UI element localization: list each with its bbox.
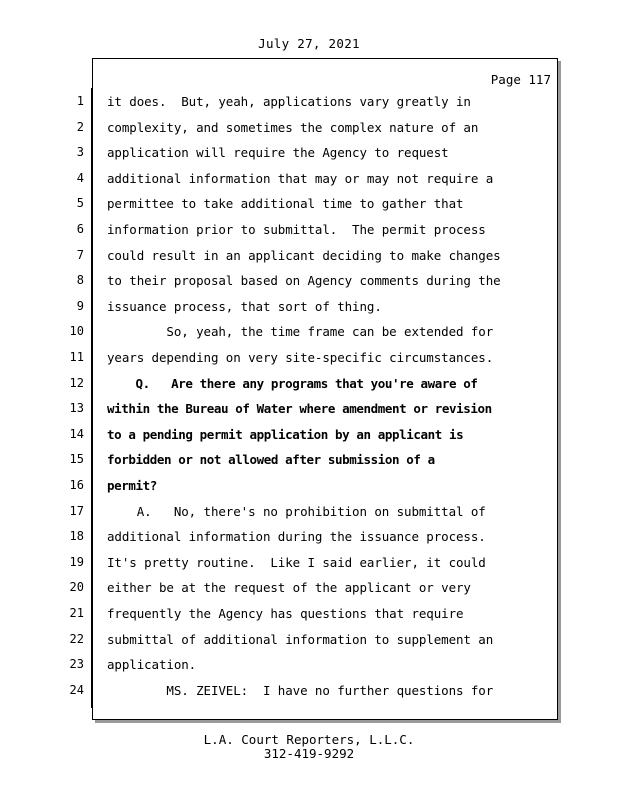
line-number: 24 [69,682,84,697]
line-text: years depending on very site-specific circumstances. [107,350,494,365]
line-text: information prior to submittal. The permit process [107,222,486,237]
transcript-line [0,346,618,372]
line-text: within the Bureau of Water where amendment or revision [107,401,492,417]
line-text: submittal of additional information to supplement an [107,631,494,647]
line-number: 17 [69,503,84,518]
reporter-footer [0,733,618,761]
transcript-line [0,141,618,167]
transcript-line [0,525,618,551]
transcript-line [0,602,618,628]
line-text: MS. ZEIVEL: I have no further questions for [107,682,494,698]
line-text: application. [107,657,197,673]
line-number: 14 [69,426,84,441]
line-text: permittee to take additional time to gather that [107,196,464,212]
line-number: 19 [69,554,84,569]
line-text: to their proposal based on Agency comments during the [107,273,501,289]
line-number: 15 [69,452,84,467]
line-text: So, yeah, the time frame can be extended for [107,324,494,340]
transcript-line [0,218,618,244]
line-text: A. No, there's no prohibition on submittal of [107,503,486,519]
transcript-line [0,500,618,526]
transcript-line [0,397,618,423]
line-number: 10 [69,324,84,339]
line-text: forbidden or not allowed after submission of a [107,452,435,468]
line-number: 12 [69,375,84,390]
line-text: issuance process, that sort of thing. [107,298,382,314]
line-number: 7 [76,247,84,262]
line-number: 9 [76,298,84,313]
transcript-line [0,576,618,602]
line-number: 5 [76,196,84,211]
line-number: 6 [76,222,84,236]
line-number: 8 [76,273,84,288]
transcript-date-header: July 27, 2021 [258,36,360,51]
line-text: application will require the Agency to request [107,145,449,161]
line-number: 20 [69,580,84,595]
transcript-line [0,653,618,679]
line-text: frequently the Agency has questions that require [107,606,464,621]
transcript-line [0,295,618,321]
line-number: 22 [69,631,84,646]
transcript-line [0,192,618,218]
transcript-line [0,448,618,474]
line-number: 3 [76,145,84,160]
transcript-line [0,167,618,193]
line-text: additional information during the issuance process. [107,529,486,545]
line-number: 16 [69,478,84,492]
line-text: could result in an applicant deciding to make changes [107,247,501,263]
line-text: it does. But, yeah, applications vary greatly in [107,94,471,109]
transcript-line [0,423,618,449]
reporter-company: L.A. Court Reporters, L.L.C. [203,732,415,747]
transcript-line [0,90,618,116]
line-text: to a pending permit application by an applicant is [107,426,464,442]
transcript-line [0,474,618,500]
line-text: complexity, and sometimes the complex nature of an [107,119,479,135]
transcript-line [0,320,618,346]
line-number: 18 [69,529,84,544]
transcript-line [0,628,618,654]
line-text: permit? [107,478,157,493]
line-text: It's pretty routine. Like I said earlier, it could [107,554,486,570]
reporter-phone: 312-419-9292 [263,746,355,761]
line-number: 1 [76,94,84,108]
page-number-label: Page 117 [490,72,551,87]
transcript-line [0,551,618,577]
line-text: either be at the request of the applicant or very [107,580,471,596]
line-number: 2 [76,119,84,134]
line-number: 21 [69,606,84,620]
transcript-line [0,244,618,270]
transcript-line [0,372,618,398]
line-text: additional information that may or may not require a [107,170,494,186]
transcript-line [0,269,618,295]
line-number: 4 [76,170,84,185]
line-number: 23 [69,657,84,672]
line-number: 11 [69,350,84,364]
transcript-line [0,116,618,142]
transcript-line [0,679,618,705]
line-text: Q. Are there any programs that you're aware of [107,375,478,391]
line-number: 13 [69,401,84,416]
